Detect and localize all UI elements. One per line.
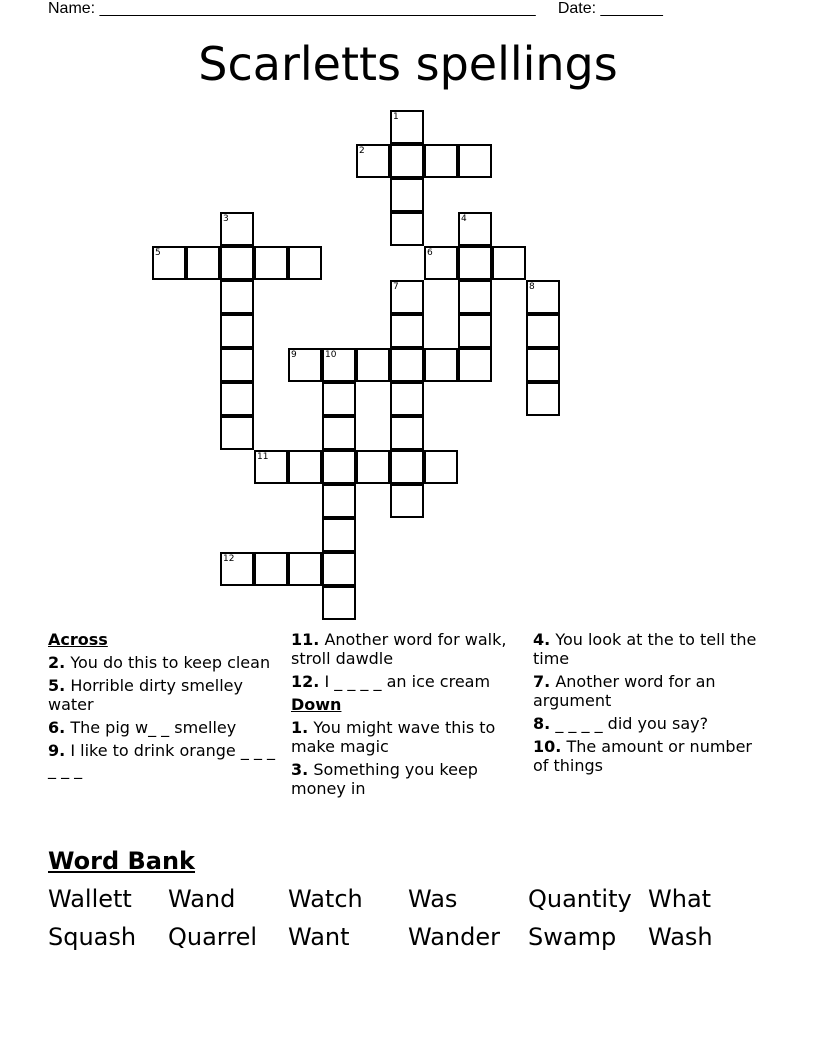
word-bank-word: Wallett [48, 885, 132, 913]
grid-cell[interactable] [492, 246, 526, 280]
word-bank [48, 884, 768, 952]
grid-cell[interactable] [526, 280, 560, 314]
grid-cell[interactable] [390, 178, 424, 212]
clue-down-3: 3. Something you keep money in [291, 760, 478, 798]
word-bank-word: Squash [48, 923, 137, 951]
clue-down-7: 7. Another word for an argument [533, 672, 716, 710]
grid-cell[interactable] [220, 212, 254, 246]
clue-down-10: 10. The amount or number of things [533, 737, 752, 775]
grid-cell-number: 7 [393, 282, 399, 292]
word-bank-word: What [648, 885, 712, 913]
clue-down-1: 1. You might wave this to make magic [291, 718, 496, 756]
grid-cell[interactable] [390, 382, 424, 416]
grid-cell[interactable] [458, 280, 492, 314]
grid-cell[interactable] [322, 484, 356, 518]
date-label: Date: [557, 0, 597, 17]
grid-cell[interactable] [390, 212, 424, 246]
clues-column-3 [533, 630, 763, 779]
grid-cell[interactable] [288, 552, 322, 586]
grid-cell[interactable] [390, 450, 424, 484]
grid-cell[interactable] [390, 144, 424, 178]
date-blank[interactable]: _______ [600, 0, 663, 17]
clue-across-2: 2. You do this to keep clean [48, 653, 271, 672]
grid-cell[interactable] [390, 416, 424, 450]
grid-cell-number: 8 [529, 282, 535, 292]
clue-across-5: 5. Horrible dirty smelley water [48, 676, 243, 714]
grid-cell-number: 1 [393, 112, 399, 122]
word-bank-word: Swamp [528, 923, 617, 951]
grid-cell[interactable] [390, 110, 424, 144]
grid-cell[interactable] [254, 246, 288, 280]
grid-cell[interactable] [424, 144, 458, 178]
grid-cell[interactable] [220, 382, 254, 416]
grid-cell[interactable] [322, 416, 356, 450]
word-bank-word: Wander [408, 923, 500, 951]
grid-cell[interactable] [322, 450, 356, 484]
grid-cell[interactable] [526, 382, 560, 416]
grid-cell[interactable] [458, 246, 492, 280]
grid-cell-number: 11 [257, 452, 269, 462]
word-bank-word: Watch [288, 885, 363, 913]
clues-column-1 [48, 630, 278, 783]
grid-cell[interactable] [356, 144, 390, 178]
grid-cell[interactable] [220, 348, 254, 382]
grid-cell-number: 12 [223, 554, 235, 564]
grid-cell-number: 10 [325, 350, 337, 360]
grid-cell-number: 3 [223, 214, 229, 224]
grid-cell[interactable] [322, 518, 356, 552]
name-label: Name: [48, 0, 96, 17]
name-blank[interactable]: _________________________________________________ [99, 0, 536, 17]
grid-cell[interactable] [356, 450, 390, 484]
grid-cell[interactable] [288, 246, 322, 280]
word-bank-word: Quantity [528, 885, 632, 913]
grid-cell[interactable] [424, 246, 458, 280]
grid-cell[interactable] [322, 382, 356, 416]
grid-cell-number: 2 [359, 146, 365, 156]
word-bank-title: Word Bank [48, 847, 196, 875]
grid-cell[interactable] [458, 212, 492, 246]
grid-cell[interactable] [186, 246, 220, 280]
grid-cell[interactable] [390, 280, 424, 314]
clue-down-8: 8. _ _ _ _ did you say? [533, 714, 709, 733]
grid-cell-number: 5 [155, 248, 161, 258]
grid-cell[interactable] [254, 450, 288, 484]
grid-cell[interactable] [322, 586, 356, 620]
grid-cell[interactable] [526, 314, 560, 348]
grid-cell[interactable] [152, 246, 186, 280]
grid-cell[interactable] [424, 450, 458, 484]
grid-cell[interactable] [458, 144, 492, 178]
grid-cell[interactable] [220, 416, 254, 450]
down-heading: Down [291, 695, 342, 714]
grid-cell[interactable] [390, 484, 424, 518]
grid-cell[interactable] [390, 314, 424, 348]
word-bank-word: Quarrel [168, 923, 258, 951]
grid-cell[interactable] [220, 246, 254, 280]
clue-across-12: 12. I _ _ _ _ an ice cream [291, 672, 491, 691]
grid-cell-number: 9 [291, 350, 297, 360]
grid-cell[interactable] [288, 348, 322, 382]
grid-cell[interactable] [254, 552, 288, 586]
clue-across-11: 11. Another word for walk, stroll dawdle [291, 630, 507, 668]
grid-cell[interactable] [390, 348, 424, 382]
grid-cell[interactable] [526, 348, 560, 382]
grid-cell[interactable] [356, 348, 390, 382]
word-bank-word: Want [288, 923, 350, 951]
clue-down-4: 4. You look at the to tell the time [533, 630, 757, 668]
clues-column-2 [291, 630, 521, 802]
word-bank-word: Wand [168, 885, 236, 913]
clue-across-6: 6. The pig w_ _ smelley [48, 718, 237, 737]
page-title: Scarletts spellings [198, 37, 618, 91]
grid-cell[interactable] [424, 348, 458, 382]
grid-cell[interactable] [458, 348, 492, 382]
grid-cell[interactable] [220, 552, 254, 586]
grid-cell[interactable] [322, 552, 356, 586]
word-bank-word: Was [408, 885, 458, 913]
grid-cell-number: 6 [427, 248, 433, 258]
clue-across-9: 9. I like to drink orange _ _ _ _ _ _ [48, 741, 276, 779]
grid-cell[interactable] [322, 348, 356, 382]
grid-cell-number: 4 [461, 214, 467, 224]
grid-cell[interactable] [288, 450, 322, 484]
grid-cell[interactable] [458, 314, 492, 348]
grid-cell[interactable] [220, 314, 254, 348]
word-bank-word: Wash [648, 923, 713, 951]
grid-cell[interactable] [220, 280, 254, 314]
across-heading: Across [48, 630, 108, 649]
